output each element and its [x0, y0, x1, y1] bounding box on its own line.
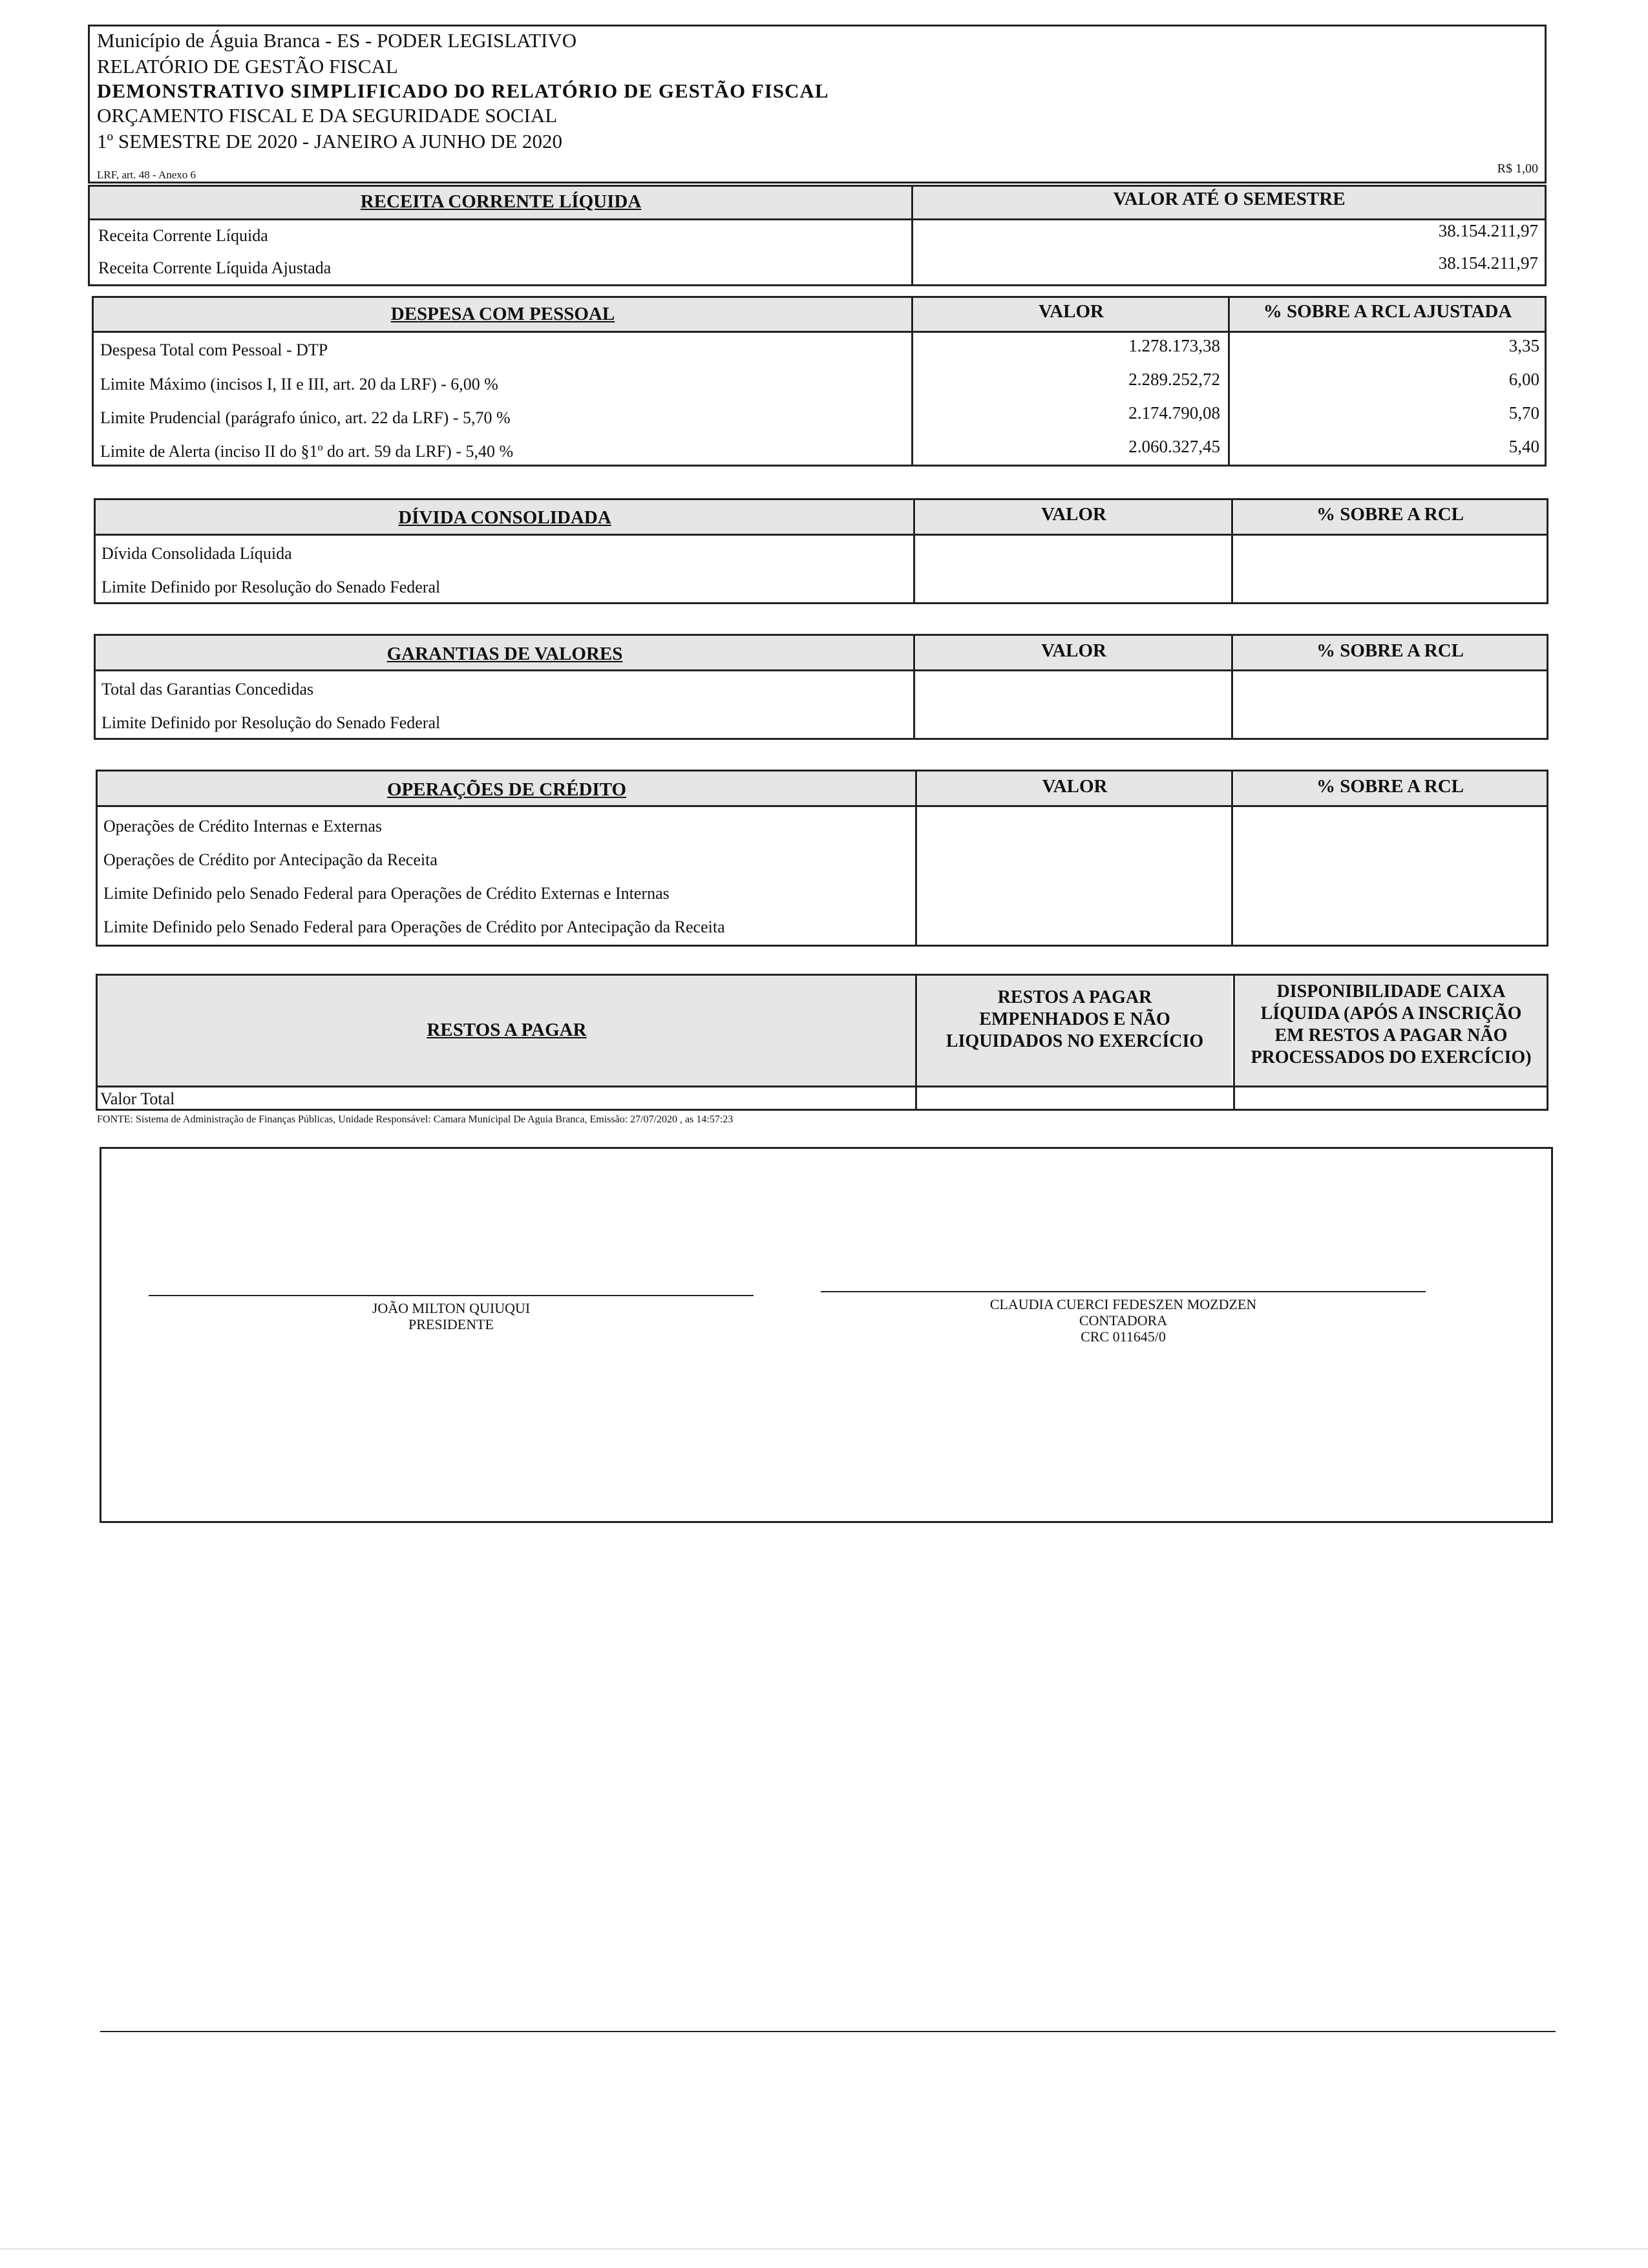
pessoal-value-header: VALOR [1039, 301, 1104, 322]
pessoal-title: DESPESA COM PESSOAL [390, 304, 615, 324]
operacoes-value-header: VALOR [1042, 776, 1108, 797]
operacoes-pct-header: % SOBRE A RCL [1316, 776, 1464, 797]
garantias-row-label: Limite Definido por Resolução do Senado Federal [101, 713, 441, 732]
currency-unit: R$ 1,00 [1497, 162, 1538, 176]
header-title: DEMONSTRATIVO SIMPLIFICADO DO RELATÓRIO DE GESTÃO FISCAL [97, 79, 829, 102]
divida-row-label: Limite Definido por Resolução do Senado Federal [101, 578, 441, 596]
divida-pct-header: % SOBRE A RCL [1316, 504, 1464, 525]
signer-name: JOÃO MILTON QUIUQUI [372, 1300, 531, 1316]
signer-registration: CRC 011645/0 [1081, 1328, 1166, 1345]
pessoal-row-value: 2.174.790,08 [1128, 403, 1220, 423]
restos-col2-header: RESTOS A PAGAR EMPENHADOS E NÃO LIQUIDADOS NO EXERCÍCIO [945, 987, 1204, 1051]
signer-name: CLAUDIA CUERCI FEDESZEN MOZDZEN [989, 1296, 1257, 1312]
operacoes-row-label: Operações de Crédito por Antecipação da Receita [103, 850, 438, 869]
header-municipality: Município de Águia Branca - ES - PODER LEGISLATIVO [97, 29, 577, 52]
rcl-title: RECEITA CORRENTE LÍQUIDA [360, 191, 642, 212]
garantias-pct-header: % SOBRE A RCL [1316, 640, 1464, 661]
signature-right [821, 1296, 1426, 1345]
bottom-rule [100, 2031, 1556, 2032]
pessoal-row-label: Limite de Alerta (inciso II do §1º do art. 59 da LRF) - 5,40 % [100, 442, 514, 461]
operacoes-title: OPERAÇÕES DE CRÉDITO [386, 779, 627, 800]
header-report-type: RELATÓRIO DE GESTÃO FISCAL [97, 55, 398, 78]
garantias-value-header: VALOR [1041, 640, 1106, 661]
pessoal-row-pct: 5,40 [1508, 437, 1539, 456]
pessoal-pct-header: % SOBRE A RCL AJUSTADA [1263, 301, 1512, 322]
signature-left [149, 1300, 754, 1332]
header-period: 1º SEMESTRE DE 2020 - JANEIRO A JUNHO DE 2020 [97, 130, 563, 152]
garantias-row-label: Total das Garantias Concedidas [101, 680, 314, 698]
restos-col3-header: DISPONIBILIDADE CAIXA LÍQUIDA (APÓS A INSCRIÇÃO EM RESTOS A PAGAR NÃO PROCESSADOS DO EXERCÍCIO) [1251, 982, 1532, 1067]
restos-total-label: Valor Total [100, 1089, 175, 1108]
pessoal-row-pct: 5,70 [1508, 403, 1539, 423]
rcl-row-label: Receita Corrente Líquida [98, 226, 268, 245]
divida-value-header: VALOR [1041, 504, 1106, 525]
pessoal-row-label: Limite Prudencial (parágrafo único, art. 22 da LRF) - 5,70 % [100, 408, 511, 427]
rcl-adjusted-label: Receita Corrente Líquida Ajustada [98, 258, 332, 277]
rcl-value-header: VALOR ATÉ O SEMESTRE [1113, 189, 1346, 209]
pessoal-row-label: Despesa Total com Pessoal - DTP [100, 341, 328, 359]
garantias-title: GARANTIAS DE VALORES [386, 644, 623, 664]
signature-line-right [821, 1291, 1426, 1292]
legal-reference: LRF, art. 48 - Anexo 6 [97, 169, 196, 181]
pessoal-row-pct: 3,35 [1508, 336, 1539, 355]
rcl-adjusted-value: 38.154.211,97 [1438, 253, 1538, 273]
divida-title: DÍVIDA CONSOLIDADA [398, 507, 611, 528]
signature-line-left [149, 1295, 754, 1296]
pessoal-row-value: 2.289.252,72 [1128, 370, 1220, 389]
pessoal-row-value: 1.278.173,38 [1128, 336, 1220, 355]
pessoal-row-label: Limite Máximo (incisos I, II e III, art. 20 da LRF) - 6,00 % [100, 375, 498, 394]
divida-row-label: Dívida Consolidada Líquida [101, 544, 292, 563]
operacoes-row-label: Operações de Crédito Internas e Externas [103, 817, 382, 835]
rcl-row-value: 38.154.211,97 [1438, 221, 1538, 240]
header-budget: ORÇAMENTO FISCAL E DA SEGURIDADE SOCIAL [97, 104, 558, 127]
operacoes-row-label: Limite Definido pelo Senado Federal para Operações de Crédito por Antecipação da Receita [103, 918, 725, 936]
restos-title: RESTOS A PAGAR [427, 1020, 587, 1040]
operacoes-row-label: Limite Definido pelo Senado Federal para Operações de Crédito Externas e Internas [103, 884, 670, 903]
pessoal-row-value: 2.060.327,45 [1128, 437, 1220, 456]
signer-role: CONTADORA [1079, 1312, 1168, 1328]
source-note: FONTE: Sistema de Administração de Finanças Públicas, Unidade Responsável: Camara Municipal De Aguia Branca, Emissão: 27/07/2020 , as 14:57:23 [97, 1114, 734, 1125]
signer-role: PRESIDENTE [408, 1316, 494, 1332]
pessoal-row-pct: 6,00 [1508, 370, 1539, 389]
